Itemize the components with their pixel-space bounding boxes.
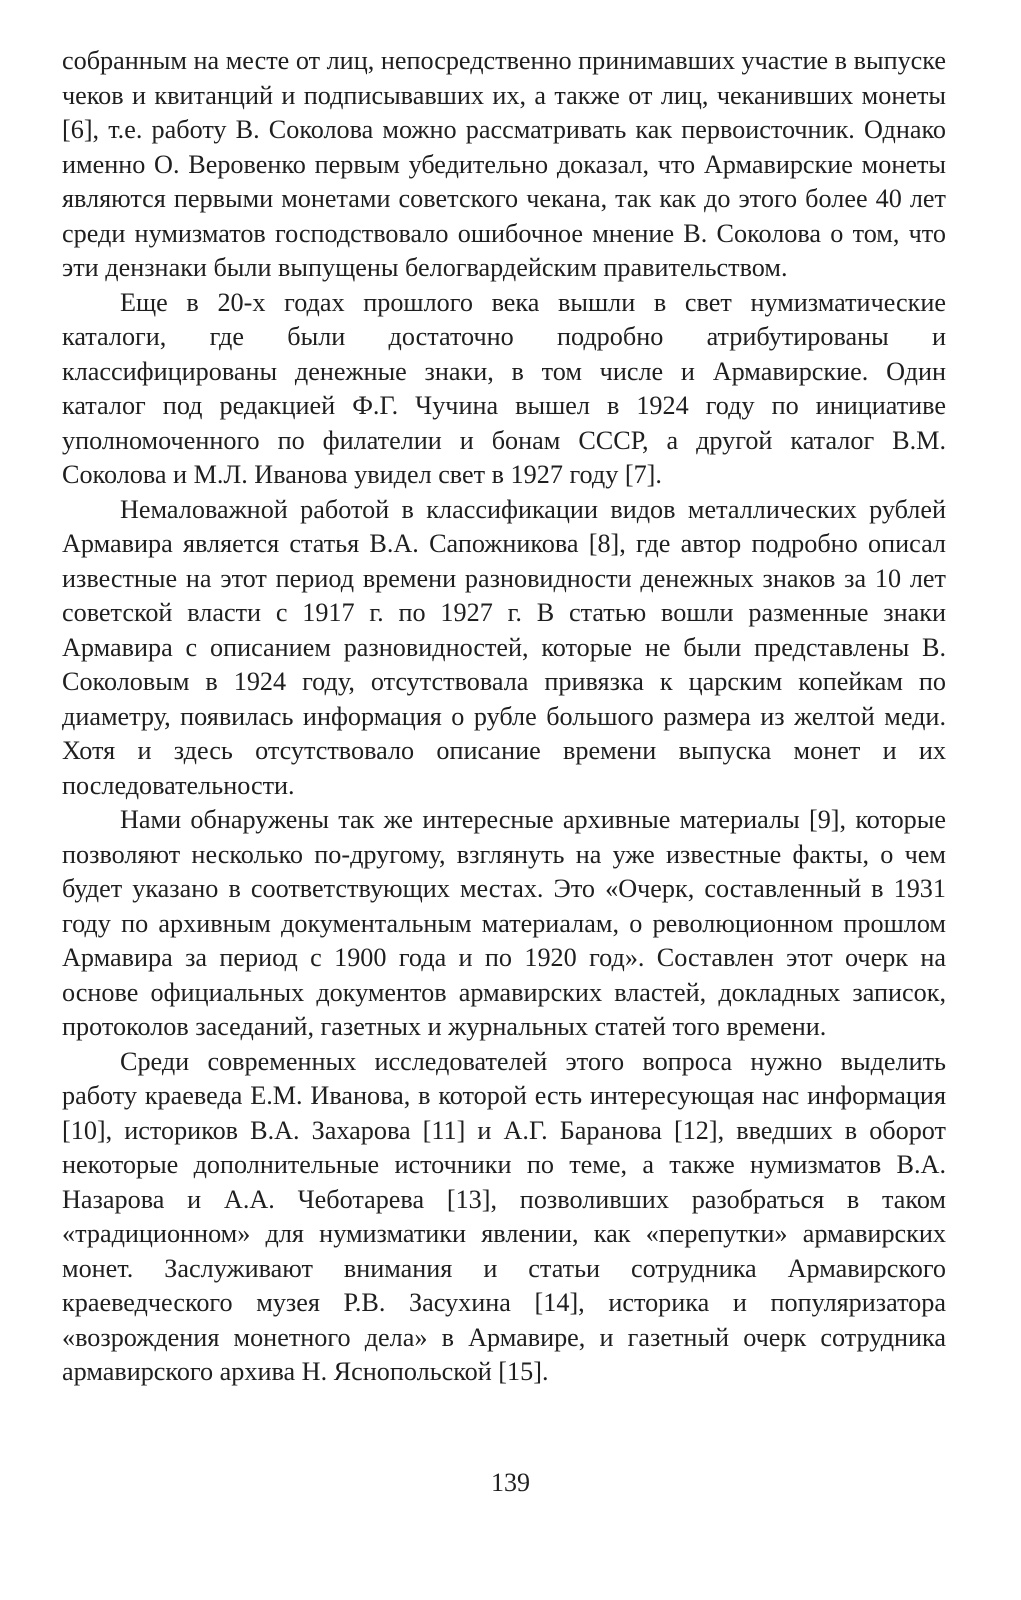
- paragraph-continued: собранным на месте от лиц, непосредственно принимавших участие в выпуске чеков и квитанций и подписывавших их, а также от лиц, чеканивших монеты [6], т.е. работу В. Соколова можно рассматривать как первоисточник. Однако именно О. Веровенко первым убедительно доказал, что Армавирские монеты являются первыми монетами советского чекана, так как до этого более 40 лет среди нумизматов господствовало ошибочное мнение В. Соколова о том, что эти дензнаки были выпущены белогвардейским правительством.: [62, 46, 946, 282]
- paragraph-catalogs: Еще в 20-х годах прошлого века вышли в свет нумизматические каталоги, где были достаточно подробно атрибутированы и классифицированы денежные знаки, в том числе и Армавирские. Один каталог под редакцией Ф.Г. Чучина вышел в 1924 году по инициативе уполномоченного по филателии и бонам СССР, а другой каталог В.М. Соколова и М.Л. Иванова увидел свет в 1927 году [7].: [62, 287, 946, 489]
- paragraph-modern-researchers: Среди современных исследователей этого вопроса нужно выделить работу краеведа Е.М. Иванова, в которой есть интересующая нас информация [10], историков В.А. Захарова [11] и А.Г. Баранова [12], введших в оборот некоторые дополнительные источники по теме, а также нумизматов В.А. Назарова и А.А. Чеботарева [13], позволивших разобраться в таком «традиционном» для нумизматики явлении, как «перепутки» армавирских монет. Заслуживают внимания и статьи сотрудника Армавирского краеведческого музея Р.В. Засухина [14], историка и популяризатора «возрождения монетного дела» в Армавире, и газетный очерк сотрудника армавирского архива Н. Яснопольской [15].: [62, 1046, 946, 1386]
- paragraph-archive-materials: Нами обнаружены так же интересные архивные материалы [9], которые позволяют несколько по-другому, взглянуть на уже известные факты, о чем будет указано в соответствующих местах. Это «Очерк, составленный в 1931 году по архивным документальным материалам, о революционном прошлом Армавира за период с 1900 года и по 1920 год». Составлен этот очерк на основе официальных документов армавирских властей, докладных записок, протоколов заседаний, газетных и журнальных статей того времени.: [62, 805, 946, 1041]
- paragraph-sapozhnikov-article: Немаловажной работой в классификации видов металлических рублей Армавира является статья В.А. Сапожникова [8], где автор подробно описал известные на этот период времени разновидности денежных знаков за 10 лет советской власти с 1917 г. по 1927 г. В статью вошли разменные знаки Армавира с описанием разновидностей, которые не были представлены В. Соколовым в 1924 году, отсутствовала привязка к царским копейкам по диаметру, появилась информация о рубле большого размера из желтой меди. Хотя и здесь отсутствовало описание времени выпуска монет и их последовательности.: [62, 494, 946, 800]
- page-body: [62, 44, 946, 1390]
- page-number: 139: [491, 1468, 530, 1497]
